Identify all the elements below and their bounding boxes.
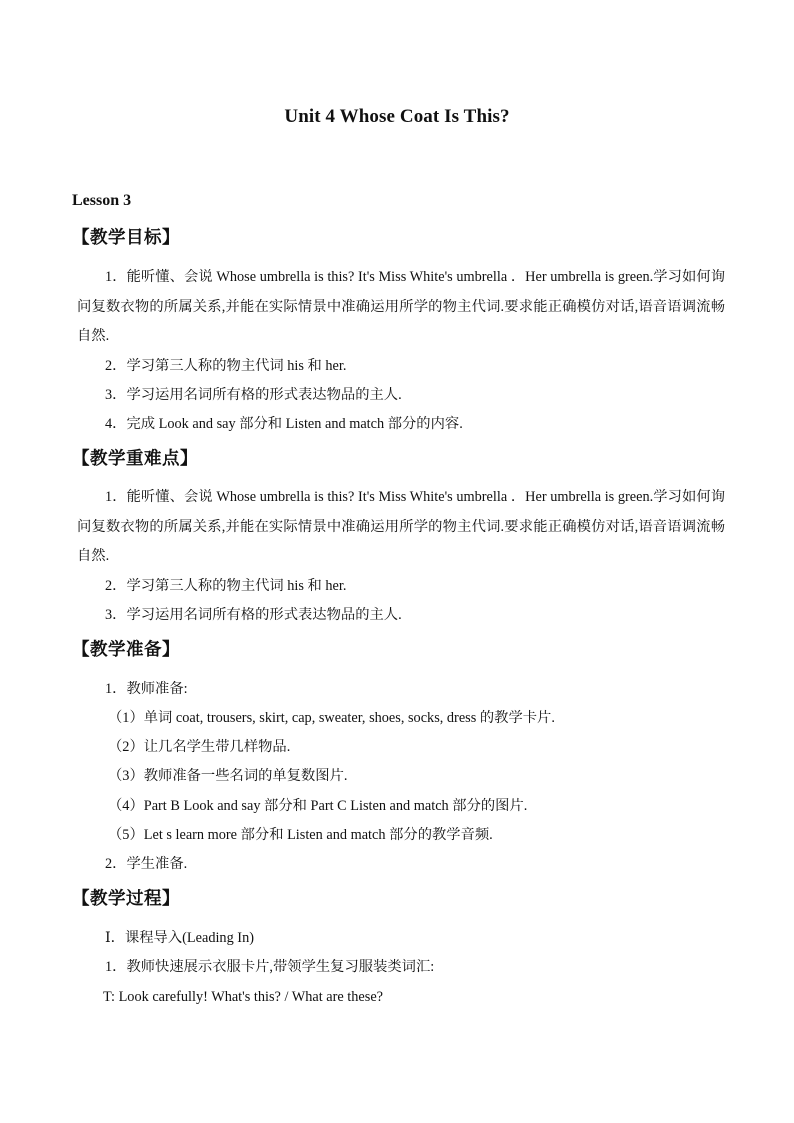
key-point-item-1: 1．能听懂、会说 Whose umbrella is this? It's Miss White's umbrella ．Her umbrella is green.学习如何询问复数衣物的所属关系,并能在实际情景中准确运用所学的物主代词.要求能正确模仿对话,语音语调流畅自然.	[77, 489, 725, 564]
document-title: Unit 4 Whose Coat Is This?	[284, 106, 510, 127]
preparation-item-2: 2．学生准备.	[105, 856, 188, 872]
preparation-sub-1: （1）单词 coat, trousers, skirt, cap, sweater, shoes, socks, dress 的教学卡片.	[108, 710, 555, 726]
preparation-item-1: 1．教师准备:	[105, 681, 188, 697]
process-step-1: Ⅰ．课程导入(Leading In)	[105, 930, 254, 946]
key-point-item-3: 3．学习运用名词所有格的形式表达物品的主人.	[105, 607, 402, 623]
section-heading-key-points: 【教学重难点】	[72, 448, 198, 468]
process-item-1: 1．教师快速展示衣服卡片,带领学生复习服装类词汇:	[105, 959, 435, 975]
section-heading-objectives: 【教学目标】	[72, 227, 180, 247]
objective-item-4: 4．完成 Look and say 部分和 Listen and match 部分的内容.	[105, 416, 463, 432]
preparation-sub-3: （3）教师准备一些名词的单复数图片.	[108, 768, 348, 784]
objective-item-1: 1．能听懂、会说 Whose umbrella is this? It's Miss White's umbrella ．Her umbrella is green.学习如何询问复数衣物的所属关系,并能在实际情景中准确运用所学的物主代词.要求能正确模仿对话,语音语调流畅自然.	[77, 269, 725, 344]
preparation-sub-2: （2）让几名学生带几样物品.	[108, 739, 291, 755]
objective-item-2: 2．学习第三人称的物主代词 his 和 her.	[105, 358, 347, 374]
section-heading-preparation: 【教学准备】	[72, 639, 180, 659]
lesson-label: Lesson 3	[72, 192, 132, 209]
process-dialog-1: T: Look carefully! What's this? / What are these?	[103, 989, 384, 1005]
key-point-item-2: 2．学习第三人称的物主代词 his 和 her.	[105, 578, 347, 594]
preparation-sub-5: （5）Let s learn more 部分和 Listen and match 部分的教学音频.	[108, 827, 493, 843]
preparation-sub-4: （4）Part B Look and say 部分和 Part C Listen and match 部分的图片.	[108, 798, 528, 814]
section-heading-process: 【教学过程】	[72, 888, 180, 908]
objective-item-3: 3．学习运用名词所有格的形式表达物品的主人.	[105, 387, 402, 403]
